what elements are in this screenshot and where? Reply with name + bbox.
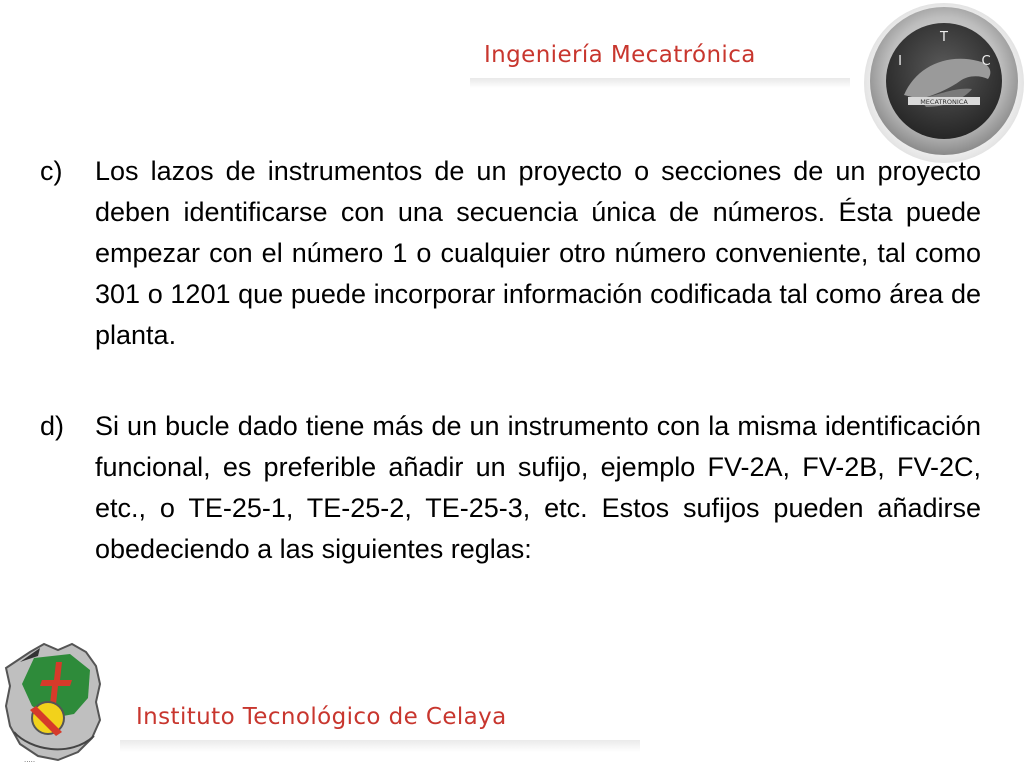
list-item-text: Si un bucle dado tiene más de un instrumento con la misma identificación funcional, es preferible añadir un sufijo, ejemplo FV-2A, FV-2B, FV-2C, etc., o TE-25-1, TE-25-2, TE-25-3, etc. Estos sufijos pueden añadirse obedeciendo a las siguientes reglas: (95, 411, 981, 564)
list-item-c (40, 151, 981, 356)
footer-underline-shadow (120, 740, 640, 752)
header-underline-shadow (470, 78, 850, 88)
header-title: Ingeniería Mecatrónica (484, 42, 756, 68)
footer-title: Instituto Tecnológico de Celaya (136, 704, 507, 730)
logo-letter-i: I (898, 54, 902, 69)
logo-caption: MECATRONICA (920, 98, 968, 106)
logo-letter-t: T (940, 30, 948, 45)
svg-text:·····: ····· (24, 758, 36, 766)
list-item-text: Los lazos de instrumentos de un proyecto o secciones de un proyecto deben identificarse con una secuencia única de números. Ésta puede empezar con el número 1 o cualquier otro número conveniente, tal como 301 o 1201 que puede incorporar información codificada tal como área de planta. (95, 156, 981, 350)
logo-letter-c: C (981, 54, 991, 69)
list-item-d (40, 406, 981, 570)
mecatronica-logo-icon (860, 3, 1024, 167)
list-marker: d) (40, 411, 65, 441)
content-list (40, 151, 981, 570)
list-marker: c) (40, 156, 63, 186)
itc-crest-icon (0, 640, 112, 768)
